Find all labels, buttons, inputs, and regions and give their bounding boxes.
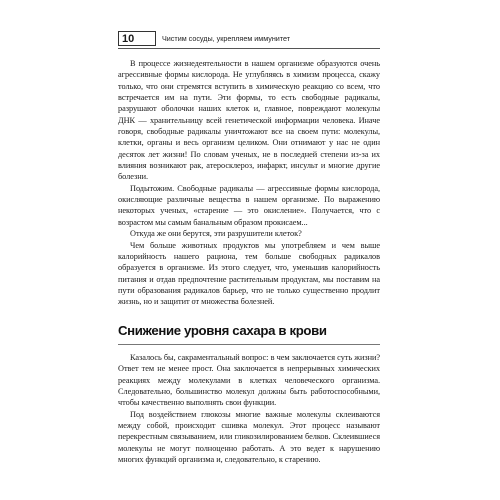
paragraph: В процессе жизнедеятельности в нашем организме образуются очень агрессивные формы кислорода. Не углубляясь в химизм процесса, скажу только, что они стремятся вступить в химическую реакцию со всем, что встречается им на пути. Эти формы, то есть свободные радикалы, разрушают оболочки наших клеток и, главное, повреждают молекулы ДНК — хранительницу всей генетической информации человека. Иначе говоря, свободные радикалы уничтожают все на своем пути: молекулы, клетки, органы и весь организм целиком. Они отнимают у нас не один десяток лет жизни! По словам ученых, не в последней степени из-за их влияния возникают рак, атеросклероз, инфаркт, инсульт и многие другие болезни.	[118, 59, 380, 182]
running-title: Чистим сосуды, укрепляем иммунитет	[162, 34, 291, 43]
paragraph: Чем больше животных продуктов мы употребляем и чем выше калорийность нашего рациона, тем больше свободных радикалов образуется в организме. Из этого следует, что, уменьшив калорийность питания и отдав предпочтение растительным продуктам, мы поставим на пути образования радикалов барьер, что не только существенно продлит жизнь, но и защитит от множества болезней.	[118, 240, 380, 307]
page-number: 10	[118, 31, 156, 46]
running-header	[118, 31, 380, 49]
paragraph: Казалось бы, сакраментальный вопрос: в чем заключается суть жизни? Ответ тем не менее прост. Она заключается в непрерывных химических реакциях между молекулами в клетках человеческого организма. Следовательно, большинство молекул должны быть работоспособными, чтобы качественно выполнять свои функции.	[118, 353, 380, 408]
section-free-radicals-text	[118, 58, 380, 308]
section-heading: Снижение уровня сахара в крови	[118, 323, 327, 338]
section-blood-sugar-text	[118, 352, 380, 465]
paragraph: Подытожим. Свободные радикалы — агрессивные формы кислорода, окисляющие различные вещества в нашем организме. По выражению некоторых ученых, «старение — это окисление». Получается, что с возрастом мы самым банальным образом прокисаем...	[118, 183, 380, 227]
paragraph: Откуда же они берутся, эти разрушители клеток?	[130, 229, 302, 239]
section-divider	[118, 344, 380, 345]
paragraph: Под воздействием глюкозы многие важные молекулы склеиваются между собой, происходит сшивка молекул. Этот процесс называют перекрестным связыванием, или гликозилированием белков. Склеившиеся молекулы не могут полноценно работать. А это ведет к нарушению многих функций организма и, следовательно, к старению.	[118, 409, 380, 465]
